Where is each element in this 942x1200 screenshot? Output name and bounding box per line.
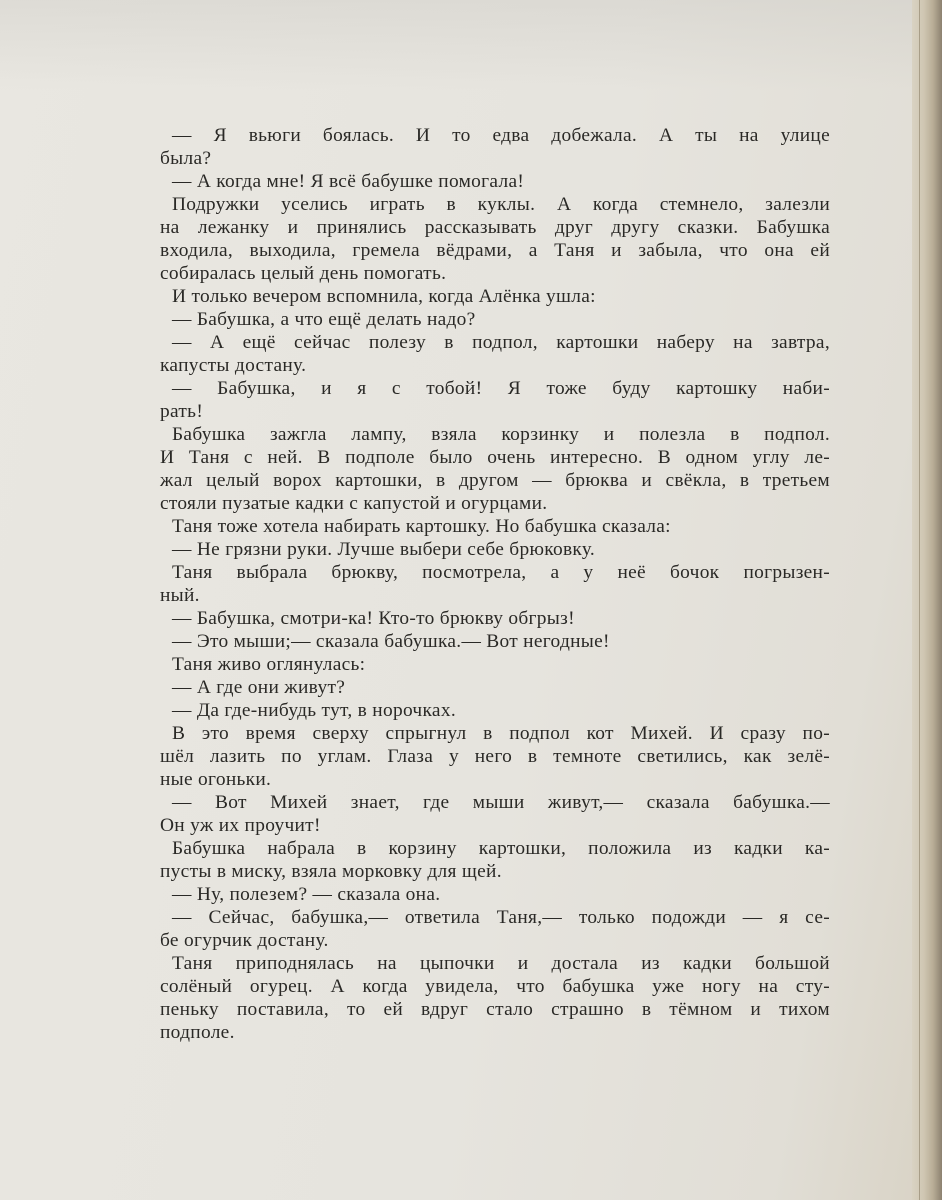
text-line: ные огоньки. bbox=[160, 769, 272, 790]
text-line: пусты в миску, взяла морковку для щей. bbox=[160, 861, 502, 882]
text-line: — Ну, полезем? — сказала она. bbox=[172, 884, 441, 905]
page-shading bbox=[0, 0, 942, 90]
text-line: Он уж их проучит! bbox=[160, 815, 321, 836]
text-line: — Сейчас, бабушка,— ответила Таня,— только подожди — я се- bbox=[172, 907, 830, 928]
text-line: — Бабушка, и я с тобой! Я тоже буду картошку наби- bbox=[172, 378, 830, 399]
text-line: И Таня с ней. В подполе было очень интересно. В одном углу ле- bbox=[160, 447, 830, 468]
text-line: капусты достану. bbox=[160, 355, 307, 376]
text-line: — Бабушка, смотри-ка! Кто-то брюкву обгрыз! bbox=[172, 608, 575, 629]
text-line: солёный огурец. А когда увидела, что бабушка уже ногу на сту- bbox=[160, 976, 830, 997]
text-line: собиралась целый день помогать. bbox=[160, 263, 447, 284]
text-line: Таня живо оглянулась: bbox=[172, 654, 366, 675]
text-line: рать! bbox=[160, 401, 204, 422]
text-line: — Бабушка, а что ещё делать надо? bbox=[172, 309, 476, 330]
text-line: — Да где-нибудь тут, в норочках. bbox=[172, 700, 456, 721]
text-line: — Я вьюги боялась. И то едва добежала. А ты на улице bbox=[172, 125, 830, 146]
text-line: подполе. bbox=[160, 1022, 235, 1043]
book-spine bbox=[912, 0, 942, 1200]
text-line: Бабушка зажгла лампу, взяла корзинку и полезла в подпол. bbox=[172, 424, 830, 445]
text-line: И только вечером вспомнила, когда Алёнка ушла: bbox=[172, 286, 596, 307]
text-line: В это время сверху спрыгнул в подпол кот Михей. И сразу по- bbox=[172, 723, 830, 744]
text-line: — Вот Михей знает, где мыши живут,— сказала бабушка.— bbox=[172, 792, 830, 813]
text-line: Таня выбрала брюкву, посмотрела, а у неё бочок погрызен- bbox=[172, 562, 830, 583]
text-line: — Не грязни руки. Лучше выбери себе брюковку. bbox=[172, 539, 596, 560]
story-text bbox=[160, 124, 830, 1044]
text-line: жал целый ворох картошки, в другом — брюква и свёкла, в третьем bbox=[160, 470, 830, 491]
text-line: пеньку поставила, то ей вдруг стало страшно в тёмном и тихом bbox=[160, 999, 830, 1020]
text-line: Таня приподнялась на цыпочки и достала из кадки большой bbox=[172, 953, 830, 974]
text-line: Бабушка набрала в корзину картошки, положила из кадки ка- bbox=[172, 838, 830, 859]
text-line: шёл лазить по углам. Глаза у него в темноте светились, как зелё- bbox=[160, 746, 830, 767]
text-line: ный. bbox=[160, 585, 200, 606]
text-line: — А ещё сейчас полезу в подпол, картошки наберу на завтра, bbox=[172, 332, 830, 353]
text-line: Таня тоже хотела набирать картошку. Но бабушка сказала: bbox=[172, 516, 671, 537]
text-line: была? bbox=[160, 148, 212, 169]
text-line: стояли пузатые кадки с капустой и огурцами. bbox=[160, 493, 548, 514]
text-line: — Это мыши;— сказала бабушка.— Вот негодные! bbox=[172, 631, 610, 652]
text-line: на лежанку и принялись рассказывать друг другу сказки. Бабушка bbox=[160, 217, 830, 238]
text-line: Подружки уселись играть в куклы. А когда стемнело, залезли bbox=[172, 194, 830, 215]
text-line: — А где они живут? bbox=[172, 677, 346, 698]
text-line: — А когда мне! Я всё бабушке помогала! bbox=[172, 171, 525, 192]
text-line: входила, выходила, гремела вёдрами, а Таня и забыла, что она ей bbox=[160, 240, 830, 261]
text-line: бе огурчик достану. bbox=[160, 930, 329, 951]
spine-edge bbox=[919, 0, 920, 1200]
